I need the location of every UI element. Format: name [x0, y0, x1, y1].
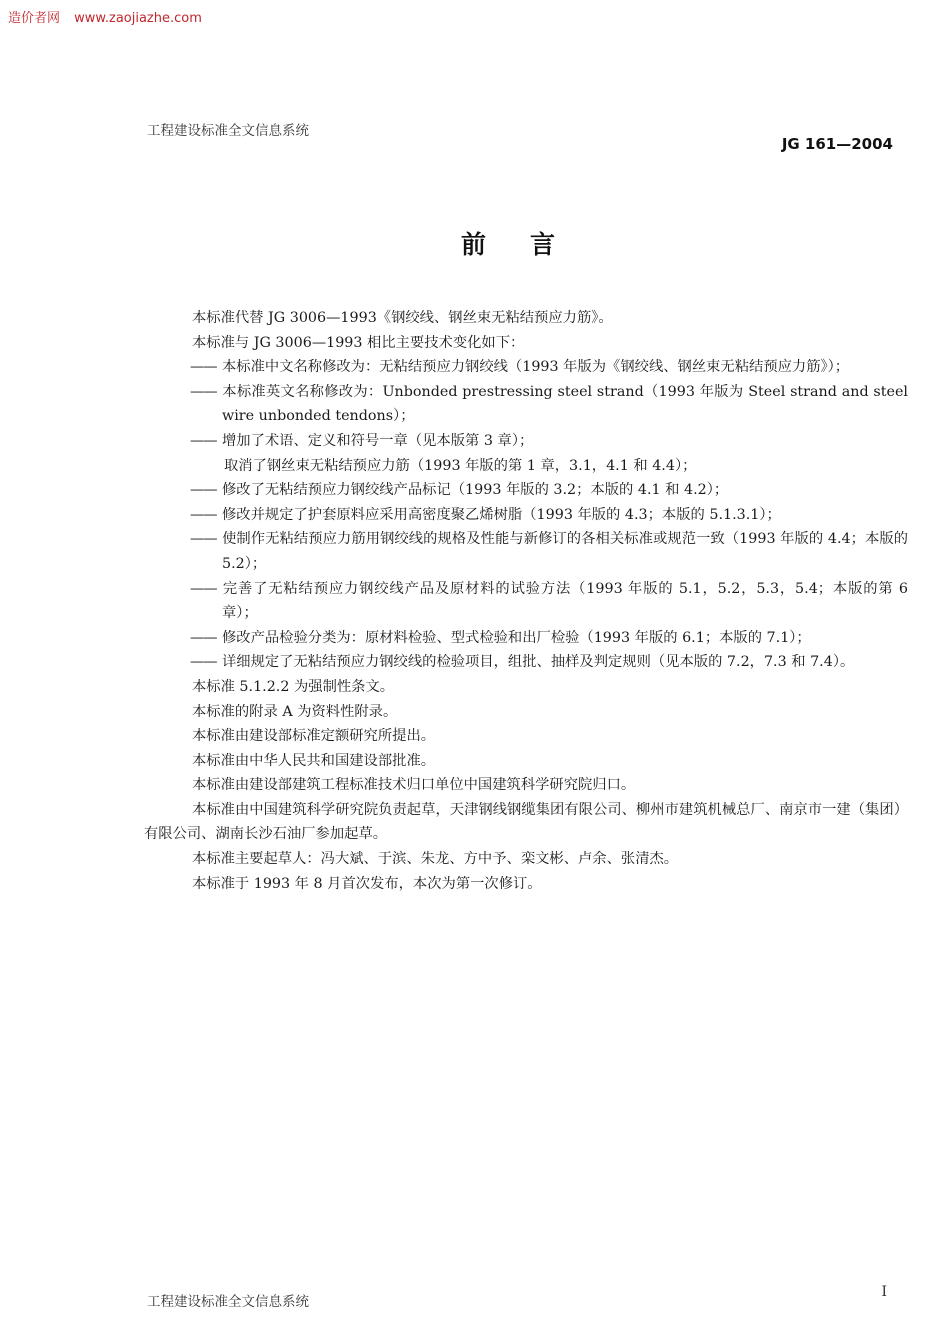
change-item	[190, 478, 908, 503]
paragraph: 本标准由建设部建筑工程标准技术归口单位中国建筑科学研究院归口。	[192, 777, 636, 794]
change-text: 修改并规定了护套原料应采用高密度聚乙烯树脂（1993 年版的 4.3；本版的 5.1.3.1）；	[222, 506, 781, 523]
page-number: I	[881, 1284, 887, 1300]
paragraph: 本标准主要起草人：冯大斌、于滨、朱龙、方中予、栾文彬、卢余、张清杰。	[192, 851, 679, 868]
paragraph: 本标准由中华人民共和国建设部批准。	[192, 752, 436, 769]
paragraph: 本标准的附录 A 为资料性附录。	[192, 703, 398, 720]
dash-marker: ——	[190, 482, 217, 499]
change-item	[190, 577, 908, 626]
change-item	[190, 429, 908, 454]
paragraph: 本标准由中国建筑科学研究院负责起草，天津钢线钢缆集团有限公司、柳州市建筑机械总厂、南京市一建（集团）有限公司、湖南长沙石油厂参加起草。	[144, 801, 908, 843]
change-text: 增加了术语、定义和符号一章（见本版第 3 章）；	[222, 432, 534, 449]
change-item	[190, 626, 908, 651]
dash-marker: ——	[190, 359, 217, 376]
standard-code: JG 161—2004	[781, 135, 893, 153]
change-text: 完善了无粘结预应力钢绞线产品及原材料的试验方法（1993 年版的 5.1，5.2，5.3，5.4；本版的第 6 章）；	[222, 580, 908, 622]
change-item	[190, 503, 908, 528]
change-item	[190, 650, 908, 675]
watermark	[8, 7, 212, 26]
change-text: 本标准英文名称修改为：Unbonded prestressing steel strand（1993 年版为 Steel strand and steel wire unbonded tendons）；	[222, 383, 908, 425]
dash-marker: ——	[190, 654, 217, 671]
dash-marker: ——	[190, 580, 217, 597]
change-item	[190, 380, 908, 429]
change-text: 本标准中文名称修改为：无粘结预应力钢绞线（1993 年版为《钢绞线、钢丝束无粘结预应力筋》）；	[222, 359, 850, 376]
paragraph: 本标准由建设部标准定额研究所提出。	[192, 728, 436, 745]
change-text: 修改产品检验分类为：原材料检验、型式检验和出厂检验（1993 年版的 6.1；本版的 7.1）；	[222, 629, 811, 646]
change-text: 使制作无粘结预应力筋用钢绞线的规格及性能与新修订的各相关标准或规范一致（1993 年版的 4.4；本版的 5.2）；	[222, 531, 908, 572]
dash-marker: ——	[190, 531, 217, 548]
change-text: 修改了无粘结预应力钢绞线产品标记（1993 年版的 3.2；本版的 4.1 和 4.2）；	[222, 482, 729, 499]
paragraph: 本标准代替 JG 3006—1993《钢绞线、钢丝束无粘结预应力筋》。	[192, 310, 613, 326]
page-title: 前言	[460, 230, 599, 259]
dash-marker: ——	[190, 506, 217, 523]
change-item	[190, 355, 908, 380]
paragraph: 本标准于 1993 年 8 月首次发布，本次为第一次修订。	[192, 875, 542, 892]
footer-system-name: 工程建设标准全文信息系统	[147, 1294, 309, 1310]
paragraph: 本标准 5.1.2.2 为强制性条文。	[192, 678, 395, 695]
dash-marker: ——	[190, 383, 217, 400]
change-item	[190, 527, 908, 576]
change-sub-item: 取消了钢丝束无粘结预应力筋（1993 年版的第 1 章，3.1，4.1 和 4.4）；	[224, 457, 697, 474]
header-system-name: 工程建设标准全文信息系统	[147, 123, 309, 139]
change-text: 详细规定了无粘结预应力钢绞线的检验项目，组批、抽样及判定规则（见本版的 7.2，7.3 和 7.4）。	[222, 654, 855, 671]
foreword-body	[144, 306, 908, 896]
paragraph: 本标准与 JG 3006—1993 相比主要技术变化如下：	[192, 334, 525, 351]
dash-marker: ——	[190, 432, 217, 449]
watermark-site-name: 造价者网	[8, 11, 61, 26]
watermark-url[interactable]: www.zaojiazhe.com	[74, 11, 202, 26]
dash-marker: ——	[190, 629, 217, 646]
